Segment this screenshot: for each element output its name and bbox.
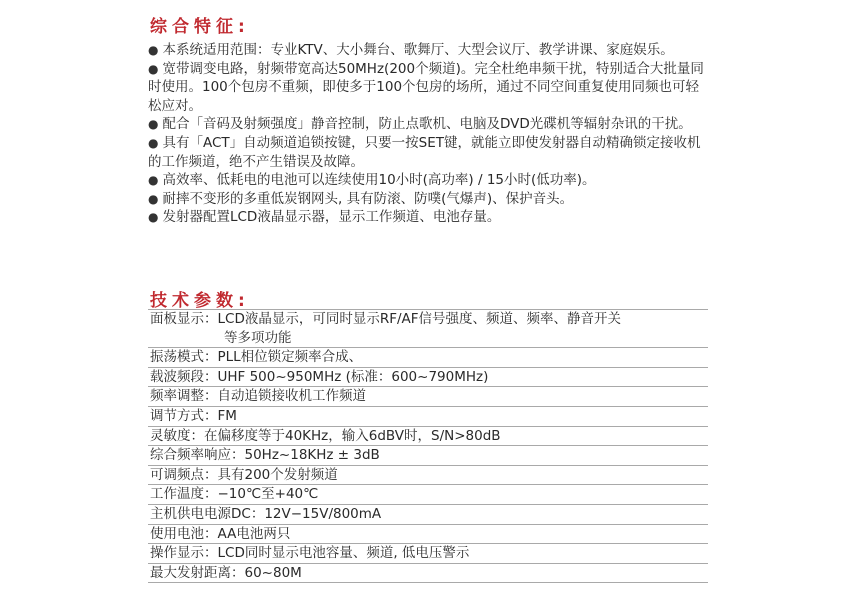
feature-item [148,115,708,134]
feature-text: 本系统适用范围：专业KTV、大小舞台、歌舞厅、大型会议厅、教学讲课、家庭娱乐。 [162,42,674,58]
spec-row: 调节方式：FM [148,407,708,427]
feature-text: 宽带调变电路，射频带宽高达50MHz(200个频道)。完全杜绝串频干扰，特别适合大批量同时使用。100个包房不重频，即使多于100个包房的场所，通过不同空间重复使用同频也可轻松应对。 [148,60,704,114]
spec-text: 面板显示：LCD液晶显示，可同时显示RF/AF信号强度、频道、频率、静音开关 [150,311,622,327]
spec-row: 最大发射距离：60~80M [148,564,708,584]
spec-row: 主机供电电源DC：12V−15V/800mA [148,505,708,525]
spec-row: 灵敏度：在偏移度等于40KHz，输入6dBV时，S/N>80dB [148,427,708,447]
feature-text: 具有「ACT」自动频道追锁按键，只要一按SET键，就能立即使发射器自动精确锁定接收机的工作频道，绝不产生错误及故障。 [148,134,701,170]
spec-row: 可调频点：具有200个发射频道 [148,466,708,486]
feature-item [148,41,708,60]
bullet-icon: ● [148,117,159,132]
specs-heading: 技术参数: [150,291,250,311]
spec-row: 综合频率响应：50Hz~18KHz ± 3dB [148,446,708,466]
feature-text: 配合「音码及射频强度」静音控制，防止点歌机、电脑及DVD光碟机等辐射杂讯的干扰。 [162,116,692,133]
feature-item [148,208,708,227]
spec-row: 振荡模式：PLL相位锁定频率合成、 [148,348,708,368]
bullet-icon: ● [148,210,159,225]
feature-text: 耐摔不变形的多重低炭钢网头, 具有防滚、防噗(气爆声)、保护音头。 [162,190,574,207]
spec-text-continued: 等多项功能 [224,329,292,346]
bullet-icon: ● [148,135,159,150]
feature-item [148,171,708,190]
feature-item [148,134,708,171]
bullet-icon: ● [148,173,159,188]
spec-row: 操作显示：LCD同时显示电池容量、频道, 低电压警示 [148,544,708,564]
spec-row: 使用电池：AA电池两只 [148,525,708,545]
features-heading: 综合特征: [150,17,250,37]
specs-table [148,309,708,583]
spec-row: 工作温度：−10℃至+40℃ [148,485,708,505]
bullet-icon: ● [148,61,159,76]
spec-row [148,309,708,348]
feature-item [148,190,708,209]
bullet-icon: ● [148,43,159,57]
feature-item [148,60,708,116]
spec-row: 载波频段：UHF 500~950MHz (标准：600~790MHz) [148,368,708,388]
features-list [148,41,708,227]
spec-row: 频率调整：自动追锁接收机工作频道 [148,387,708,407]
bullet-icon: ● [148,191,159,206]
feature-text: 高效率、低耗电的电池可以连续使用10小时(高功率) / 15小时(低功率)。 [162,172,596,189]
feature-text: 发射器配置LCD液晶显示器，显示工作频道、电池存量。 [162,209,501,226]
